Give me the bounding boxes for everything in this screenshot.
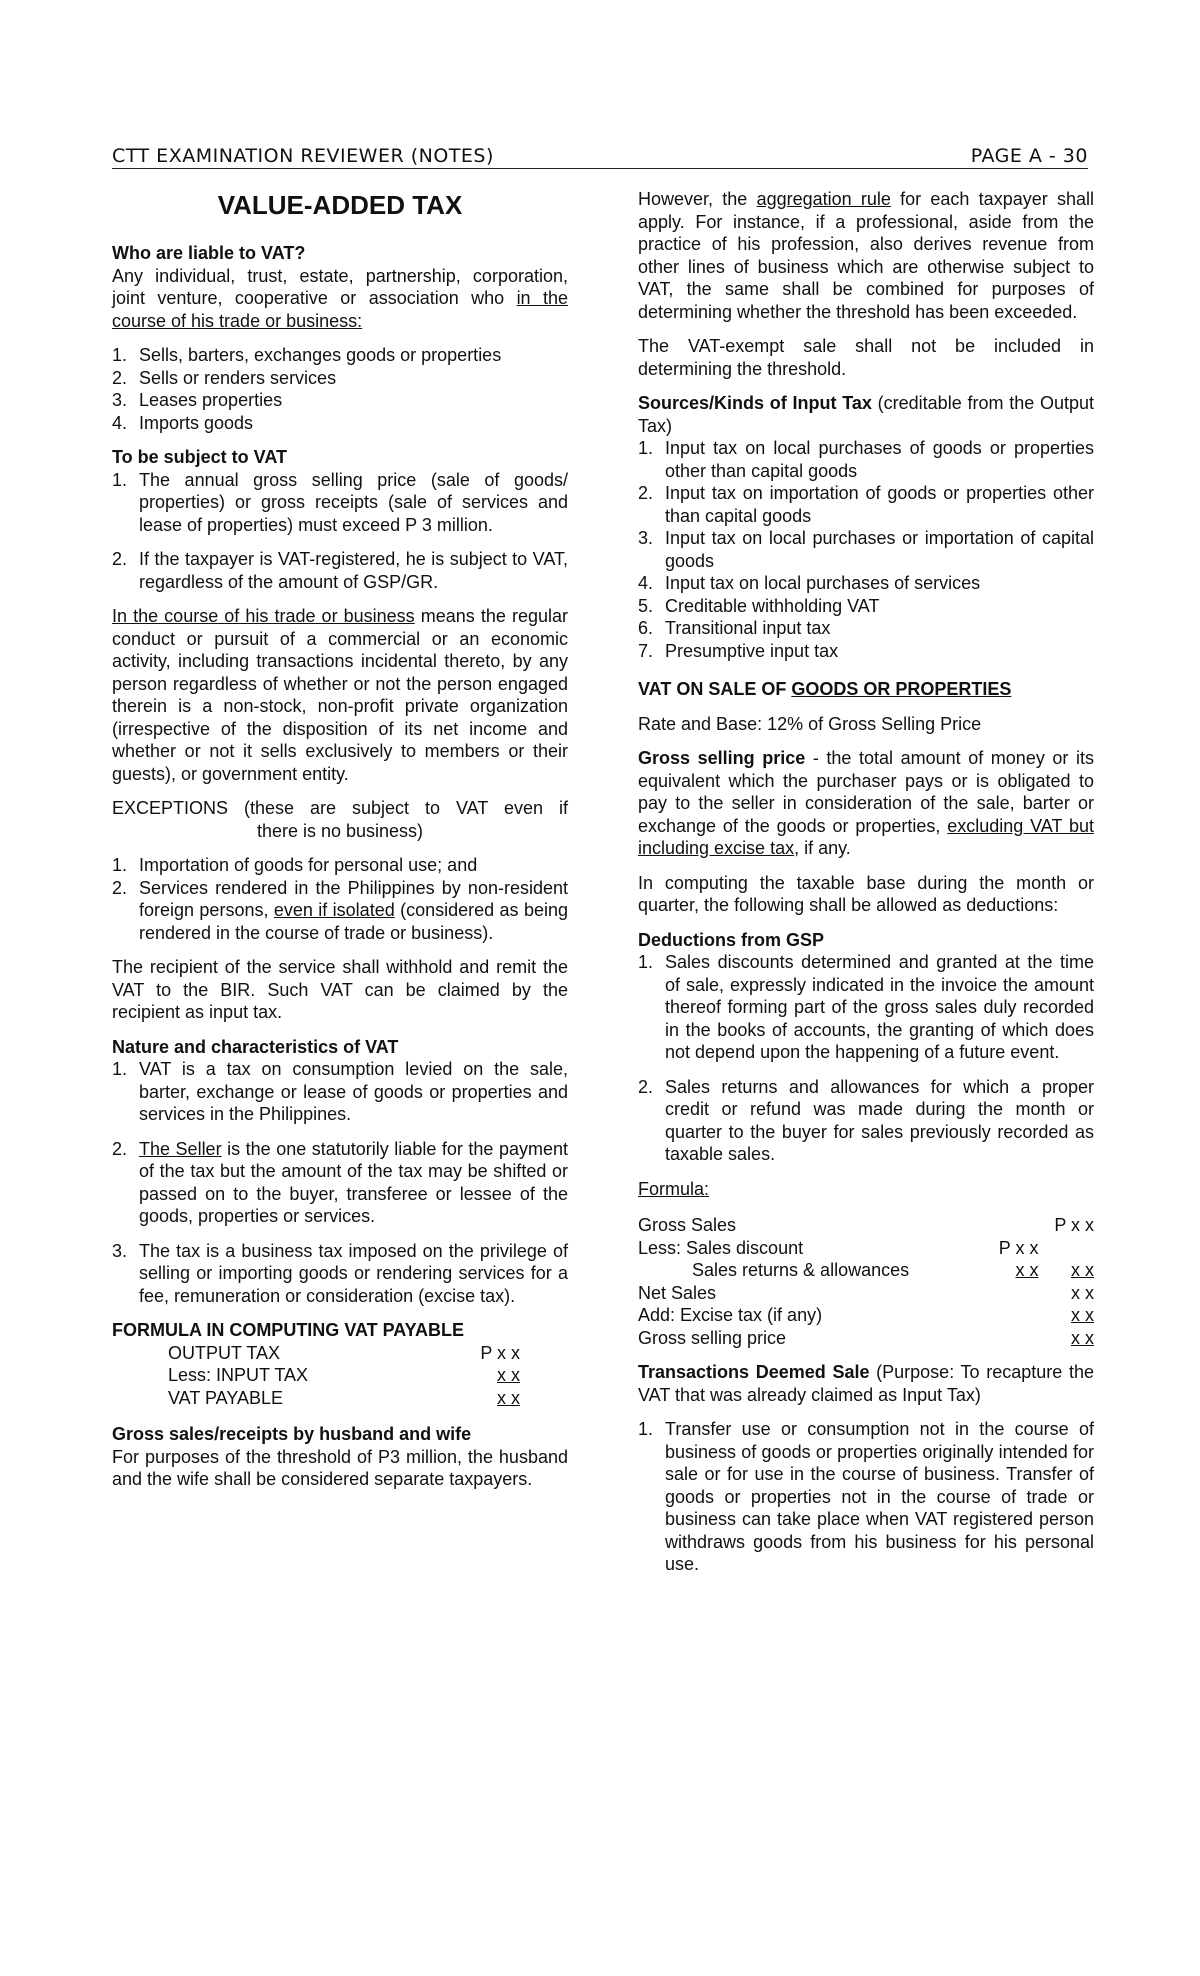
sources-heading: Sources/Kinds of Input Tax (creditable from the Output Tax) — [638, 393, 1094, 436]
list-item: 1. Transfer use or consumption not in the course of business of goods or properties originally intended for sale or for use in the course of business. Transfer of goods or properties not in the course of trade or business can take place when VAT registered person withdraws goods from his business for his personal use. — [638, 1419, 1094, 1574]
course-definition: In the course of his trade or business means the regular conduct or pursuit of a commercial or an economic activity, including transactions incidental thereto, by any person regardless of whether or not the person engaged therein is a non-stock, non-profit private organization (irrespective of the disposition of its net income and whether or not it sells exclusively to members or their guests), or government entity. — [112, 606, 568, 784]
list-item: 1. Input tax on local purchases of goods or properties other than capital goods — [638, 438, 1094, 481]
husband-heading: Gross sales/receipts by husband and wife — [112, 1424, 472, 1444]
rate-text: Rate and Base: 12% of Gross Selling Price — [638, 713, 982, 734]
list-item: 2. The Seller is the one statutorily liable for the payment of the tax but the amount of the tax may be shifted or passed on to the buyer, transferee or lessee of the goods, properties or services. — [112, 1138, 568, 1226]
deductions-list — [638, 951, 1094, 1166]
subject-list — [112, 469, 568, 594]
exempt-text: The VAT-exempt sale shall not be included in determining the threshold. — [638, 336, 1094, 379]
list-item: 1. Sells, barters, exchanges goods or properties — [112, 345, 502, 365]
exceptions-list — [112, 854, 568, 944]
deemed-sale-list — [638, 1418, 1094, 1576]
table-row: VAT PAYABLE x x — [168, 1387, 520, 1408]
list-item: 1. VAT is a tax on consumption levied on the sale, barter, exchange or lease of goods or properties and services in the Philippines. — [112, 1059, 568, 1124]
page-number: PAGE A - 30 — [970, 145, 1088, 167]
list-item: 4. Imports goods — [112, 412, 254, 433]
left-column — [112, 188, 568, 1503]
list-item: 3. The tax is a business tax imposed on the privilege of selling or importing goods or rendering services for a fee, remuneration or consideration (excise tax). — [112, 1240, 568, 1306]
deductions-heading: Deductions from GSP — [638, 929, 825, 950]
table-row: OUTPUT TAX P x x — [168, 1342, 520, 1363]
list-item: 2. Sales returns and allowances for which a proper credit or refund was made during the month or quarter to the buyer for sales previously recorded as taxable sales. — [638, 1076, 1094, 1164]
computing-text: In computing the taxable base during the month or quarter, the following shall be allowed as deductions: — [638, 872, 1094, 915]
activities-list — [112, 344, 568, 434]
who-liable-text: Any individual, trust, estate, partnership, corporation, joint venture, cooperative or association who in the course of his trade or business: — [112, 265, 568, 331]
recipient-text: The recipient of the service shall withhold and remit the VAT to the BIR. Such VAT can be claimed by the recipient as input tax. — [112, 957, 568, 1022]
table-row: Gross selling price x x — [638, 1327, 1094, 1348]
vat-formula-table — [112, 1342, 520, 1410]
list-item: 1. Sales discounts determined and granted at the time of sale, expressly indicated in the invoice the amount thereof forming part of the gross sales duly recorded in the books of accounts, the granting of which does not depend upon the happening of a future event. — [638, 952, 1094, 1062]
list-item: 5. Creditable withholding VAT — [638, 595, 880, 616]
list-item: 2. Services rendered in the Philippines by non-resident foreign persons, even if isolated (considered as being rendered in the course of trade or business). — [112, 877, 568, 943]
header-title: CTT EXAMINATION REVIEWER (NOTES) — [112, 145, 494, 167]
table-row: Less: Sales discount P x x — [638, 1237, 1039, 1258]
aggregation-text: However, the aggregation rule for each taxpayer shall apply. For instance, if a professional, aside from the practice of his profession, also derives revenue from other lines of business which are otherwise subject to VAT, the same shall be combined for purposes of determining whether the threshold has been exceeded. — [638, 189, 1094, 322]
husband-text: For purposes of the threshold of P3 million, the husband and the wife shall be considered separate taxpayers. — [112, 1446, 568, 1489]
formula-heading: FORMULA IN COMPUTING VAT PAYABLE — [112, 1320, 465, 1340]
table-row: Sales returns & allowances x x x x — [692, 1260, 1094, 1280]
sale-heading: VAT ON SALE OF GOODS OR PROPERTIES — [638, 679, 1012, 699]
list-item: 2. If the taxpayer is VAT-registered, he is subject to VAT, regardless of the amount of GSP/GR. — [112, 549, 568, 592]
who-liable-heading: Who are liable to VAT? — [112, 243, 306, 263]
list-item: 1. The annual gross selling price (sale of goods/ properties) or gross receipts (sale of services and lease of properties) must exceed P 3 million. — [112, 469, 568, 535]
table-row: Net Sales x x — [638, 1282, 1094, 1303]
list-item: 4. Input tax on local purchases of services — [638, 573, 981, 593]
right-column — [638, 188, 1094, 1588]
list-item: 3. Leases properties — [112, 390, 283, 410]
list-item: 2. Sells or renders services — [112, 367, 337, 388]
table-row: Less: INPUT TAX x x — [168, 1365, 520, 1385]
page-title: VALUE-ADDED TAX — [217, 190, 463, 220]
exceptions-heading: EXCEPTIONS (these are subject to VAT even if there is no business) — [112, 798, 568, 841]
sources-list — [638, 437, 1094, 662]
table-row: Add: Excise tax (if any) x x — [638, 1305, 1094, 1325]
subject-heading: To be subject to VAT — [112, 447, 287, 467]
page-header — [112, 142, 1088, 169]
nature-list — [112, 1058, 568, 1307]
gsp-definition: Gross selling price - the total amount of money or its equivalent which the purchaser pays or is obligated to pay to the seller in consideration of the sale, barter or exchange of the goods or properties, excluding VAT but including excise tax, if any. — [638, 748, 1094, 858]
list-item: 6. Transitional input tax — [638, 618, 831, 638]
list-item: 7. Presumptive input tax — [638, 640, 839, 661]
deemed-sale-heading: Transactions Deemed Sale (Purpose: To recapture the VAT that was already claimed as Input Tax) — [638, 1362, 1094, 1405]
formula-label: Formula: — [638, 1178, 710, 1199]
nature-heading: Nature and characteristics of VAT — [112, 1036, 399, 1057]
list-item: 1. Importation of goods for personal use; and — [112, 855, 478, 875]
table-row: Gross Sales P x x — [638, 1215, 1094, 1235]
gsp-formula-table — [638, 1214, 1094, 1349]
list-item: 3. Input tax on local purchases or importation of capital goods — [638, 528, 1094, 571]
list-item: 2. Input tax on importation of goods or properties other than capital goods — [638, 483, 1094, 526]
